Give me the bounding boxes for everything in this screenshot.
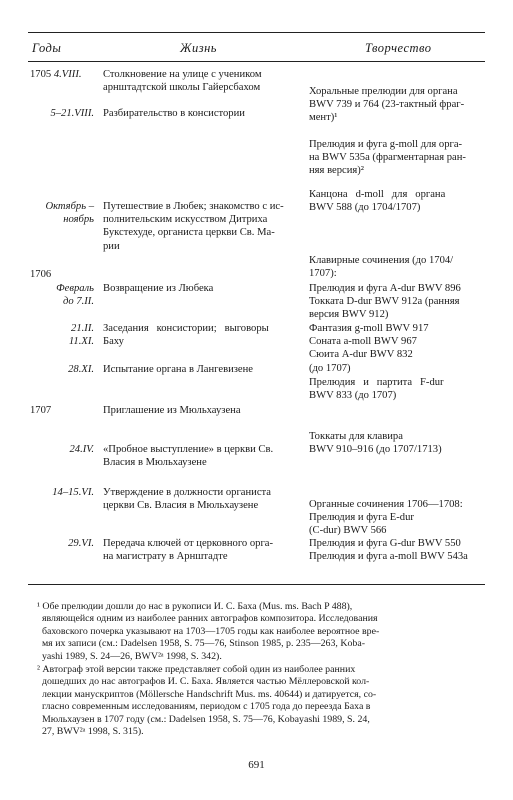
life-entry: Путешествие в Любек; знакомство с ис- полнительским искусством Дитриха Букстехуде, органиста церкви Св. Ма- рии: [103, 201, 284, 252]
table-bottom-rule: [28, 584, 485, 585]
work-entry: Прелюдия и фуга G-dur BWV 550 Прелюдия и фуга a-moll BWV 543a: [309, 538, 468, 563]
date-entry: Февраль до 7.II.: [56, 283, 94, 308]
life-entry: Заседания консистории; выговоры Баху: [103, 323, 269, 348]
work-entry: Фантазия g-moll BWV 917 Соната a-moll BWV 967 Сюита A-dur BWV 832 (до 1707): [309, 323, 429, 374]
date-entry: 29.VI.: [68, 538, 94, 549]
life-entry: Возвращение из Любека: [103, 283, 214, 294]
work-entry: Органные сочинения 1706—1708: Прелюдия и фуга E-dur (C-dur) BWV 566: [309, 499, 463, 537]
date-entry: 21.II. 11.XI.: [68, 323, 94, 348]
date-entry: 24.IV.: [69, 444, 94, 455]
life-entry: «Пробное выступление» в церкви Св. Власия в Мюльхаузене: [103, 444, 274, 469]
life-entry: Столкновение на улице с учеником арнштадтской школы Гайерсбахом: [103, 69, 262, 94]
column-header-work: Творчество: [365, 41, 432, 55]
year-1706: 1706: [30, 269, 52, 280]
page-number: 691: [248, 759, 265, 771]
life-entry: Приглашение из Мюльхаузена: [103, 405, 241, 416]
life-entry: Утверждение в должности органиста церкви Св. Власия в Мюльхаузене: [103, 487, 271, 512]
footnote-1: ¹ Обе прелюдии дошли до нас в рукописи И. С. Баха (Mus. ms. Bach P 488), являющейся одним из наиболее ранних автографов композитора. Исследования баховского почерка указывают на 1703—1705 годы как наиболее вероятное вре- мя их записи (см.: Dadelsen 1958, S. 75—76, Stinson 1985, p. 235—263, Koba- yashi 1989, S. 24—26, BWV²ᵃ 1998, S. 342).: [37, 601, 380, 662]
column-header-life: Жизнь: [180, 41, 217, 55]
work-entry: Прелюдия и партита F-dur BWV 833 (до 1707): [309, 377, 444, 402]
footnote-2: ² Автограф этой версии также представляет собой один из наиболее ранних дошедших до нас автографов И. С. Баха. Является частью Мёллеровской кол- лекции манускриптов (Möllersche Handschrift Mus. ms. 40644) и датируется, со- гласно современным исследованиям, периодом с 1705 года до переезда Баха в Мюльхаузен в 1707 году (см.: Dadelsen 1958, S. 75—76, Kobayashi 1989, S. 24, 27, BWV²ᵃ 1998, S. 315).: [37, 664, 377, 738]
work-entry: Токкаты для клавира BWV 910–916 (до 1707/1713): [309, 431, 442, 456]
table-header-rule: [28, 61, 485, 62]
date-entry: 5–21.VIII.: [50, 108, 94, 119]
work-entry: Хоральные прелюдии для органа BWV 739 и 764 (23-тактный фраг- мент)¹: [309, 86, 465, 124]
table-top-rule: [28, 32, 485, 33]
life-entry: Испытание органа в Лангевизене: [103, 364, 253, 375]
date-1705-aug-4: 1705 4.VIII.: [30, 69, 82, 80]
work-entry: Клавирные сочинения (до 1704/ 1707):: [309, 255, 454, 280]
date-entry: 28.XI.: [68, 364, 94, 375]
date-entry: Октябрь – ноябрь: [45, 201, 94, 226]
work-entry: Прелюдия и фуга g-moll для орга- на BWV 535a (фрагментарная ран- няя версия)²: [309, 139, 466, 177]
date-entry: 14–15.VI.: [52, 487, 94, 498]
work-entry: Канцона d-moll для органа BWV 588 (до 1704/1707): [309, 189, 446, 214]
year-1707: 1707: [30, 405, 52, 416]
work-entry: Прелюдия и фуга A-dur BWV 896 Токкатa D-dur BWV 912a (ранняя версия BWV 912): [309, 283, 461, 321]
column-header-years: Годы: [32, 41, 62, 55]
life-entry: Передача ключей от церковного орга- на магистрату в Арнштадте: [103, 538, 274, 563]
life-entry: Разбирательство в консистории: [103, 108, 245, 119]
